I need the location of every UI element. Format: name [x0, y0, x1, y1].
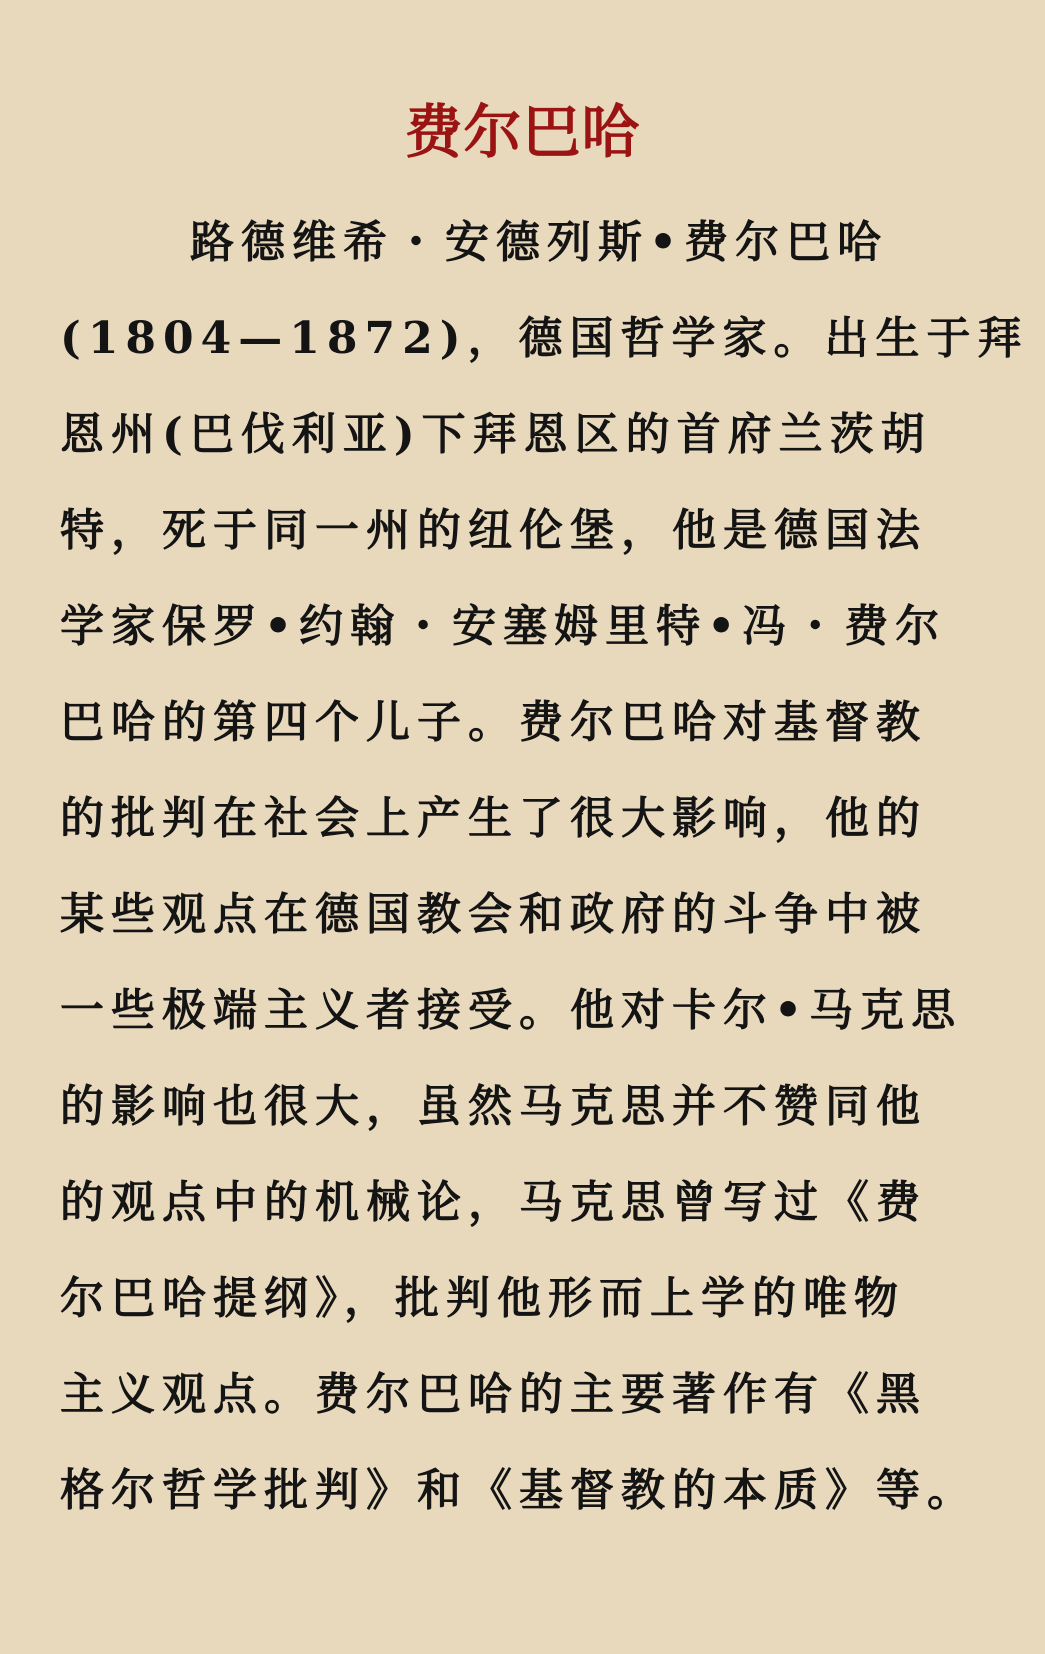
- paragraph-line: 学家保罗•约翰・安塞姆里特•冯・费尔: [60, 601, 947, 652]
- paragraph-line: 主义观点。费尔巴哈的主要著作有《黑: [60, 1369, 927, 1420]
- paragraph-line: (1804—1872)，德国哲学家。出生于拜: [60, 313, 1029, 364]
- paragraph-line: 恩州(巴伐利亚)下拜恩区的首府兰茨胡: [60, 409, 932, 460]
- paragraph-line: 路德维希・安德列斯•费尔巴哈: [190, 217, 889, 268]
- paragraph-line: 巴哈的第四个儿子。费尔巴哈对基督教: [60, 697, 927, 748]
- paragraph-line: 尔巴哈提纲》，批判他形而上学的唯物: [60, 1273, 905, 1324]
- article-body: [60, 195, 1029, 1539]
- paragraph-line: 的观点中的机械论，马克思曾写过《费: [60, 1177, 927, 1228]
- paragraph-line: 的影响也很大，虽然马克思并不赞同他: [60, 1081, 927, 1132]
- paragraph-line: 一些极端主义者接受。他对卡尔•马克思: [60, 985, 963, 1036]
- paragraph-line: 某些观点在德国教会和政府的斗争中被: [60, 889, 927, 940]
- paragraph-line: 的批判在社会上产生了很大影响，他的: [60, 793, 927, 844]
- paragraph-line: 格尔哲学批判》和《基督教的本质》等。: [60, 1465, 978, 1516]
- paragraph-line: 特，死于同一州的纽伦堡，他是德国法: [60, 505, 927, 556]
- page-title: 费尔巴哈: [404, 98, 641, 166]
